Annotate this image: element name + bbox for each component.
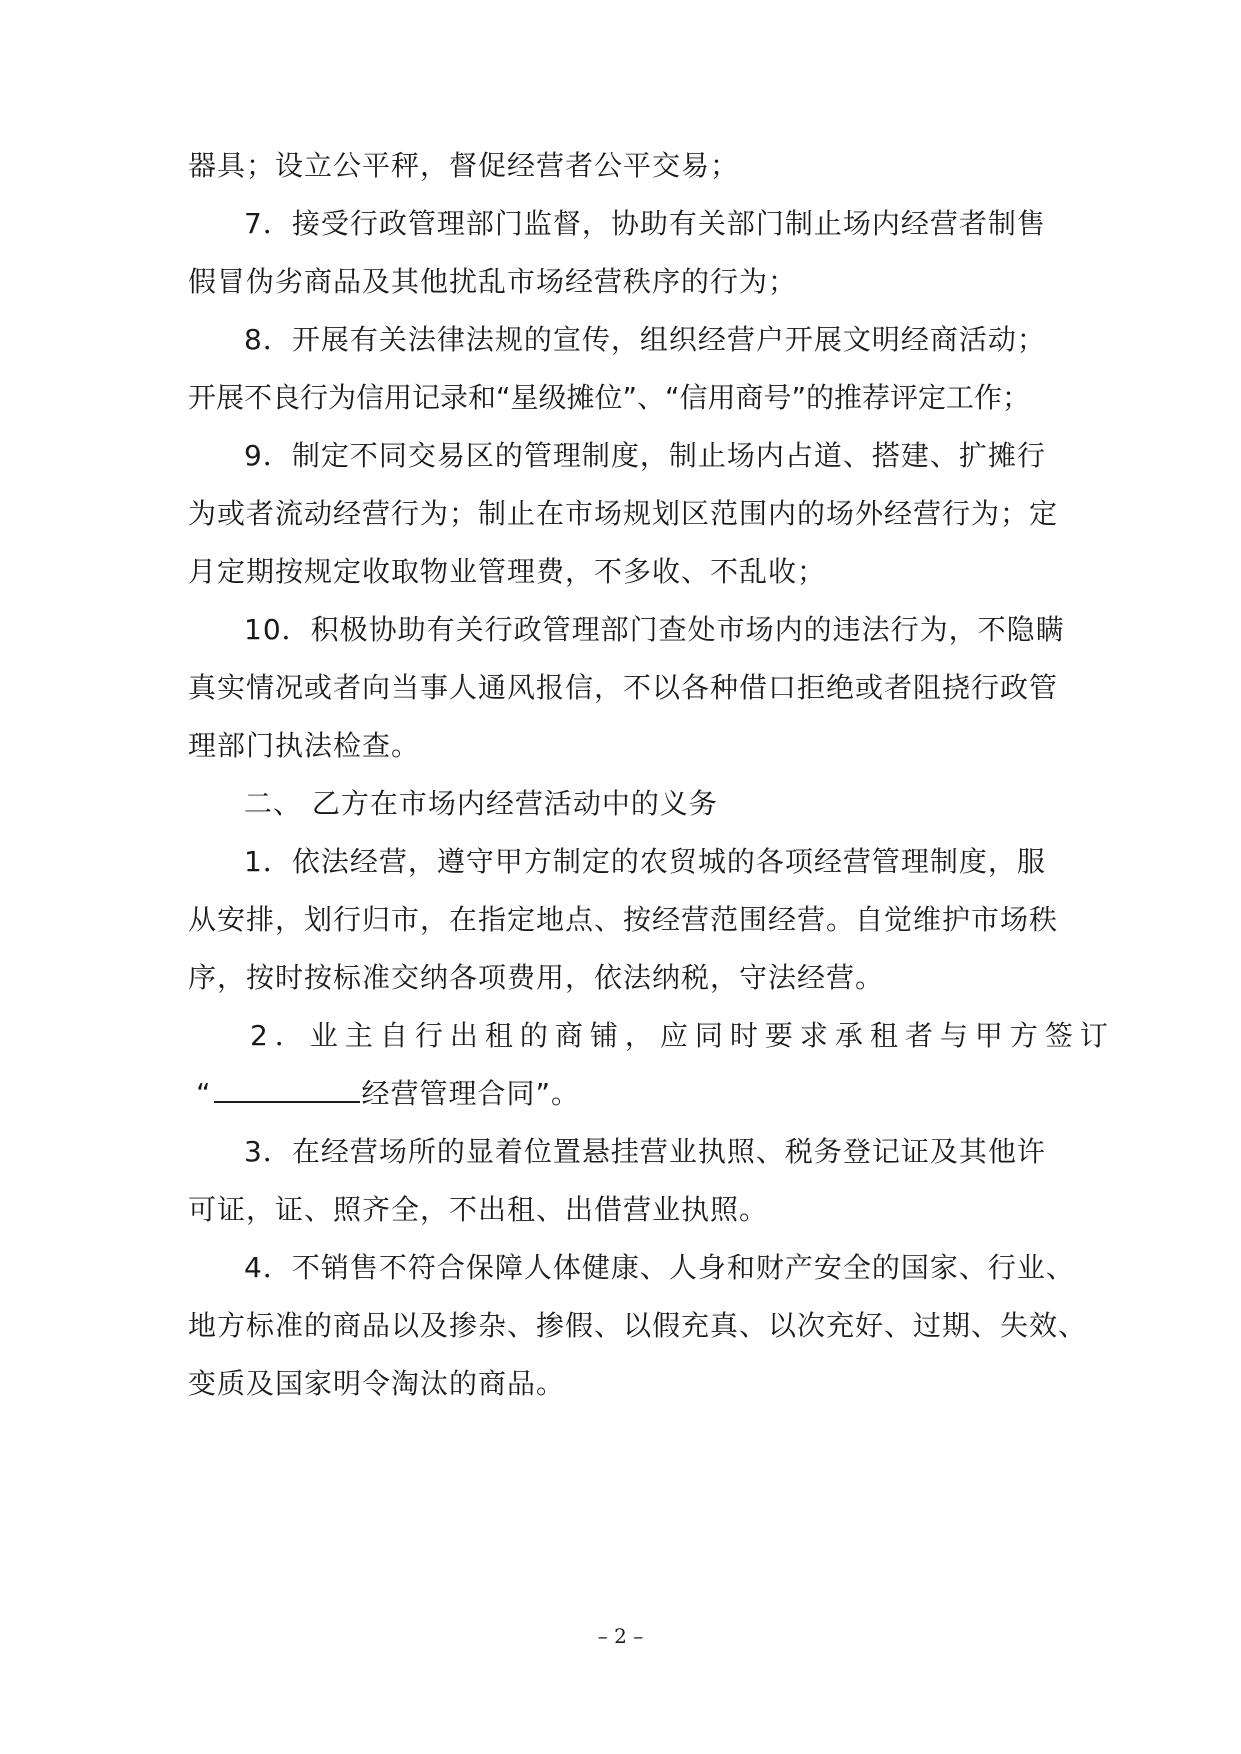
paragraph-line: 地方标准的商品以及掺杂、掺假、以假充真、以次充好、过期、失效、 (188, 1309, 1088, 1342)
paragraph-line: 3．在经营场所的显着位置悬挂营业执照、税务登记证及其他许 (244, 1135, 1046, 1168)
contract-name-line (196, 1076, 1066, 1112)
paragraph-line: 真实情况或者向当事人通风报信，不以各种借口拒绝或者阻挠行政管 (188, 671, 1059, 704)
paragraph-line: 10．积极协助有关行政管理部门查处市场内的违法行为，不隐瞒 (244, 613, 1065, 646)
section-heading: 二、 乙方在市场内经营活动中的义务 (244, 787, 718, 820)
paragraph-line: 序，按时按标准交纳各项费用，依法纳税，守法经营。 (188, 961, 885, 994)
page-number: – 2 – (597, 1624, 644, 1648)
paragraph-line: 可证，证、照齐全，不出租、出借营业执照。 (188, 1193, 769, 1226)
paragraph-line: 器具；设立公平秤，督促经营者公平交易； (188, 149, 740, 182)
paragraph-line: 假冒伪劣商品及其他扰乱市场经营秩序的行为； (188, 265, 798, 298)
paragraph-line: 变质及国家明令淘汰的商品。 (188, 1367, 566, 1400)
paragraph-line: 1．依法经营，遵守甲方制定的农贸城的各项经营管理制度，服 (244, 845, 1046, 878)
paragraph-line: 4．不销售不符合保障人体健康、人身和财产安全的国家、行业、 (244, 1251, 1075, 1284)
paragraph-line: 月定期按规定收取物业管理费，不多收、不乱收； (188, 555, 827, 588)
paragraph-line: 8．开展有关法律法规的宣传，组织经营户开展文明经商活动； (244, 323, 1046, 356)
paragraph-line: 理部门执法检查。 (188, 729, 421, 762)
paragraph-line: 7．接受行政管理部门监督，协助有关部门制止场内经营者制售 (244, 207, 1046, 240)
open-quote: “ (196, 1077, 212, 1110)
contract-name-suffix: 经营管理合同”。 (361, 1077, 581, 1110)
paragraph-line: 开展不良行为信用记录和“星级摊位”、“信用商号”的推荐评定工作； (188, 381, 1031, 414)
paragraph-line: 为或者流动经营行为；制止在市场规划区范围内的场外经营行为；定 (188, 497, 1059, 530)
contract-name-blank (214, 1077, 360, 1103)
paragraph-line: 9．制定不同交易区的管理制度，制止场内占道、搭建、扩摊行 (244, 439, 1046, 472)
paragraph-line: 从安排，划行归市，在指定地点、按经营范围经营。自觉维护市场秩 (188, 903, 1059, 936)
paragraph-line: 2．业主自行出租的商铺，应同时要求承租者与甲方签订 (250, 1019, 1115, 1052)
